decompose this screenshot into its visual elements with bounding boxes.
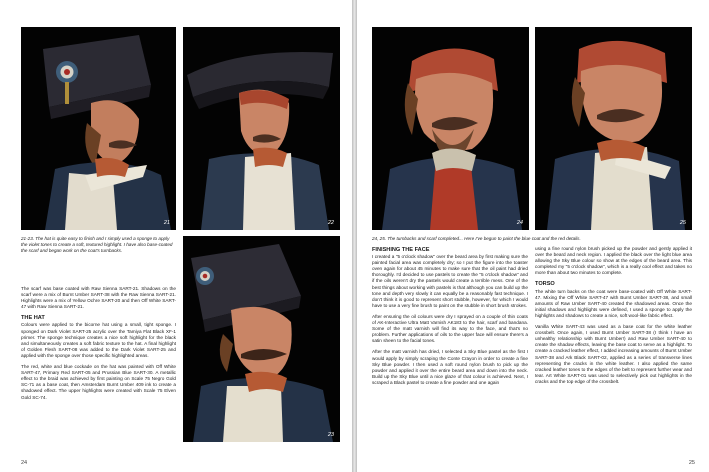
paragraph: Vanilla White SART-43 was used as a base coat for the white leather crossbelt. Once again, I used Burnt Umber SART-38 (I think I have an unhealthy relationship with Burnt Umber!) and Raw Umber SART-40 to create the shadow effects, leaving the base coat to serve as a highlight. To create a cracked leather effect, I added increasing amounts of Burnt Umber SART-38 and Ark Black SART-02, applied as a series of transverse lines representing the cracks in the white leather. I also applied the same cracked leather tones to the edges of the belt to represent further wear and tear. Art White SART-01 was used to selectively pick out highlights in the cracks and the top edge of the crossbelt. [535, 324, 692, 384]
figure-caption [21, 236, 176, 254]
bust-figure-image [183, 27, 340, 230]
photo-24 [372, 27, 529, 230]
section-heading: TORSO [535, 281, 555, 288]
left-page [0, 0, 352, 472]
photo-22 [183, 27, 340, 230]
bust-figure-image [372, 27, 529, 230]
paragraph: The white turn backs on the coat were base-coated with Off White SART-47. Mixing the Off White SART-47 with Burnt Umber SART-38, and small amounts of Raw Umber SART-40 created the shadowed areas. Once the initial shadows and highlights were defined, I used a sponge to apply the highlights and shadows to create a nice, soft wool-like fabric effect. [535, 288, 692, 318]
photo-21 [21, 27, 176, 230]
bust-figure-image [21, 27, 176, 230]
paragraph: The red, white and blue cockade on the hat was painted with Off White SART-47, Primary Red SART-05 and Prussian Blue SART-30. A metallic effect to the braid was achieved by first painting on Scale 75 Negro Gold SC-71 as a base coat, then Amsterdam Burnt Umber 409 ink to create a shadowed effect. The upper highlights were created with Scale 75 Elven Gold SC-74. [21, 364, 176, 400]
left-article-column [21, 286, 176, 406]
bust-figure-image [183, 236, 340, 442]
figure-caption [372, 236, 692, 242]
caption-text: 21-23. The hat is quite easy to finish and I simply used a sponge to apply the violet tones to create a soft, textured highlight. I have also base-coated the scarf and began work on the coat's turnbacks. [21, 236, 173, 253]
page-number: 24 [21, 460, 28, 466]
right-page [357, 0, 709, 472]
photo-25 [535, 27, 692, 230]
paragraph: After ensuring the oil colours were dry I sprayed on a couple of thin coats of AK-Interactive Ultra Matt Varnish AK183 to the hair, scarf and bandana. Some of the matt varnish will find its way to the face, and that's no problem. Further applications of oils to the upper face will ensure there's a satin sheen to the facial tones. [372, 313, 528, 344]
section-heading: THE HAT [21, 315, 45, 322]
photo-number: 22 [327, 220, 334, 226]
paragraph: Colours were applied to the bicorne hat using a small, tight sponge. I sponged on Dark Violet SART-25 acrylic over the Tamiya Flat Black XF-1 primer. The sponge technique creates a nice soft highlight for the black and simultaneously creates a soft fabric texture to the hat. A final highlight of Golden Flesh SART-08 was added to the Dark Violet SART-25 and applied with the sponge over those specific highlighted areas. [21, 322, 176, 358]
paragraph: After the matt varnish has dried, I selected a Sky Blue pastel as the first I would apply by simply scraping the Conte Crayon in order to create a fine Sky Blue powder. I then used a soft round nylon brush to pick up the powder and applied it over the entire beard area and down into the neck. Build up the Sky Blue until a nice glaze of that colour is achieved. Next, I scraped a Black pastel to create a fine powder and one again [372, 349, 528, 385]
section-heading: FINISHING THE FACE [372, 247, 430, 253]
page-number: 25 [688, 460, 695, 466]
paragraph: The scarf was base coated with Raw Sienna SART-21. Shadows on the scarf were a mix of Burnt Umber SART-38 with the Raw Sienna SART-21. Highlights were a mix of Yellow Ochre SART-20 and then Off White SART-47 with Raw Sienna SART-21. [21, 286, 176, 310]
right-article-column-1 [372, 246, 528, 391]
photo-number: 24 [516, 220, 523, 226]
paragraph: I created a "5 o'clock shadow" over the beard area by first making sure the painted facial area was completely dry; so I put the figure into the toaster oven again for about 45 minutes to make sure that the oil paint had dried thoroughly. I'd decided to use pastels to create the "5 o'clock shadow" and if the oils weren't dry the pastels would create a terrible mess. One of the best things about working with pastels is that although you can build up the tone and depth very slowly it can equally be a reasonably fast technique. I don't think it is good to represent short stubble, however, for which I would have to use a very fine brush to paint on the stubble in short brush strokes. [372, 254, 528, 308]
right-article-column-2 [535, 246, 692, 390]
photo-number: 23 [327, 432, 334, 438]
photo-number: 21 [163, 220, 170, 226]
paragraph: using a fine round nylon brush picked up the powder and gently applied it over the beard and neck region. I applied the black over the light blue area allowing the Sky Blue colour so show at the edges of the beard area. This completed my "5 o'clock shadow", which is a really cool effect and takes no more than about two minutes to complete. [535, 246, 692, 276]
caption-text: 24, 25. The turnbacks and scarf completed... Here I've begun to paint the blue coat and the red details. [372, 236, 581, 241]
photo-number: 25 [679, 220, 686, 226]
photo-23 [183, 236, 340, 442]
bust-figure-image [535, 27, 692, 230]
